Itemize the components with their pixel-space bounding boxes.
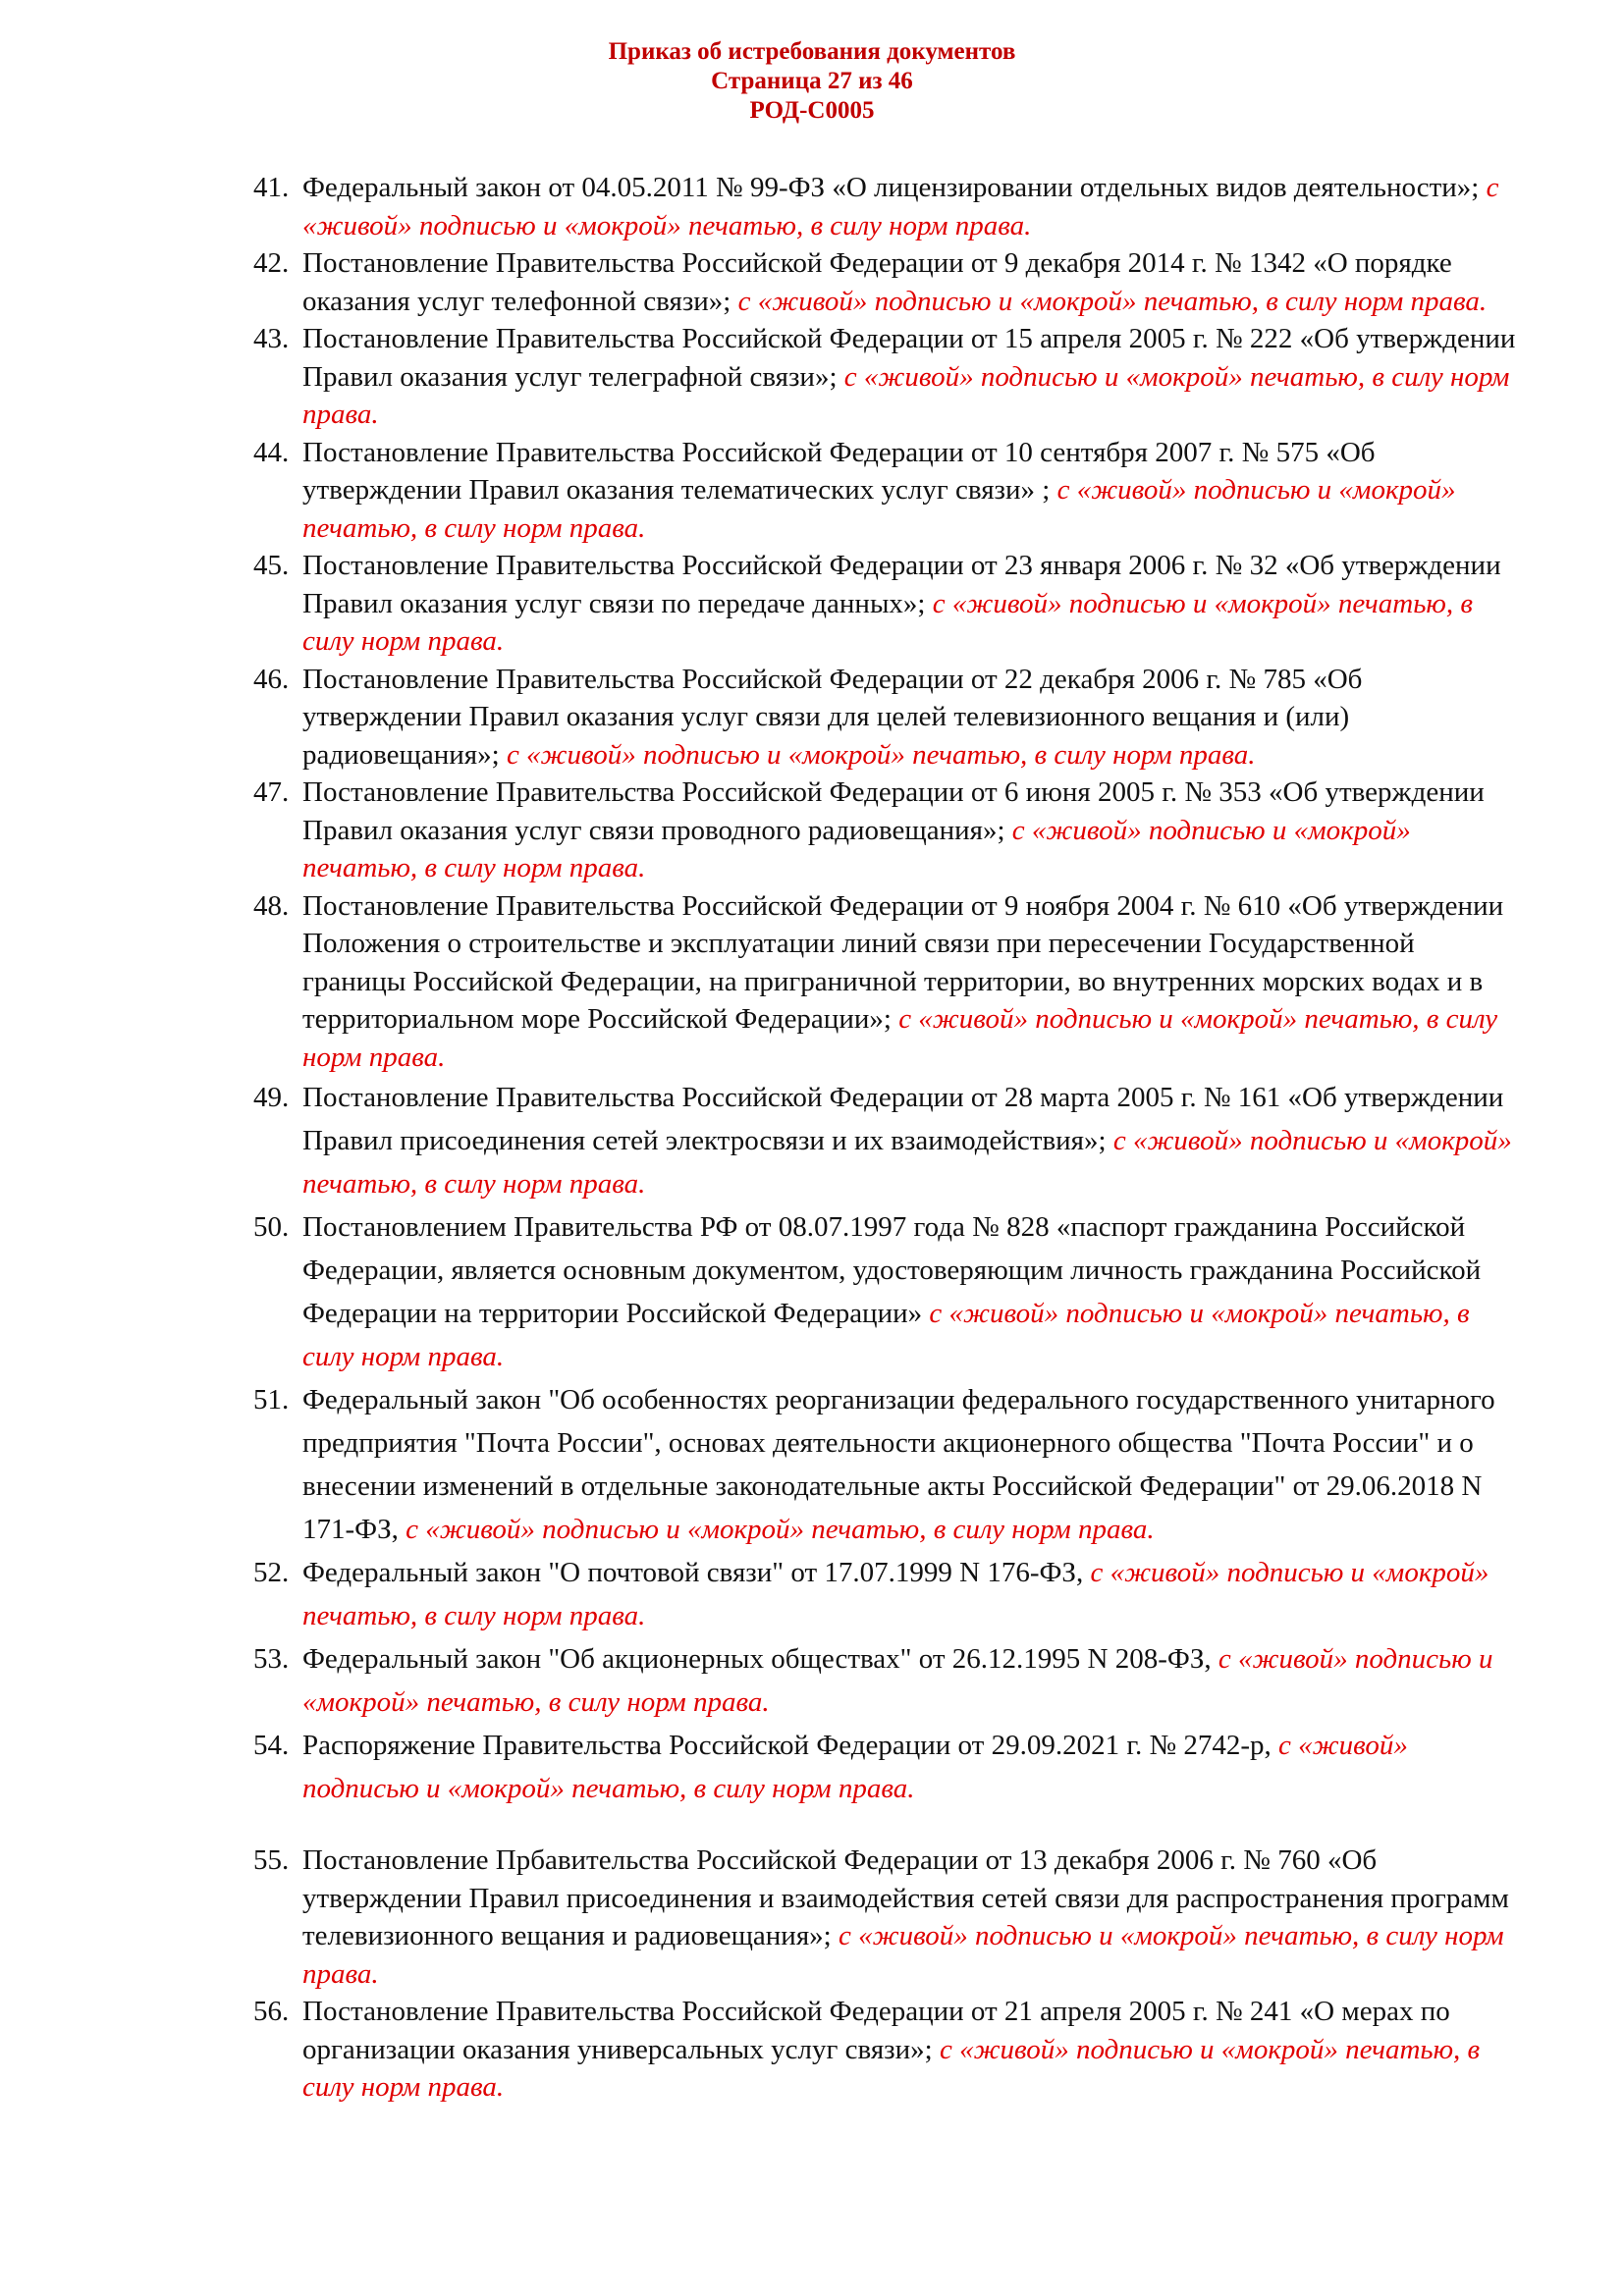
list-item [253,547,1520,661]
list-item [253,1993,1520,2107]
item-number: 44. [253,436,290,468]
item-note: с «живой» подписью и «мокрой» печатью, в силу норм права. [302,1125,1512,1200]
list-item [253,1637,1520,1724]
legal-acts-list [253,169,1520,2107]
document-code: РОД-С0005 [749,97,875,124]
item-text: Постановление Правительства Российской Федерации от 9 декабря 2014 г. № 1342 «О порядке оказания услуг телефонной связи»; [302,247,1452,317]
item-text: Постановление Правительства Российской Федерации от 15 апреля 2005 г. № 222 «Об утверждении Правил оказания услуг телеграфной связи»; [302,323,1516,393]
item-text: Федеральный закон "О почтовой связи" от 17.07.1999 N 176-ФЗ, [302,1557,1091,1588]
item-note: с «живой» подписью и «мокрой» печатью, в силу норм права. [302,360,1510,430]
item-note: с «живой» подписью и «мокрой» печатью, в силу норм права. [302,1920,1504,1990]
item-text: Постановление Правительства Российской Федерации от 28 марта 2005 г. № 161 «Об утверждении Правил присоединения сетей электросвязи и их взаимодействия»; [302,1082,1504,1156]
item-text: Федеральный закон "Об акционерных обществах" от 26.12.1995 N 208-ФЗ, [302,1643,1218,1675]
item-number: 51. [253,1384,290,1415]
item-note: с «живой» подписью и «мокрой» печатью, в силу норм права. [302,1730,1408,1804]
list-item [253,169,1520,244]
page-number: Страница 27 из 46 [711,68,913,94]
item-note: с «живой» подписью и «мокрой» печатью, в силу норм права. [506,738,1256,771]
item-text: Постановлением Правительства РФ от 08.07.1997 года № 828 «паспорт гражданина Российской Федерации, является основным документом, удостоверяющим личность гражданина Российской Федерации на территории Российской Федерации» [302,1211,1482,1329]
list-item [253,434,1520,548]
document-title: Приказ об истребования документов [608,38,1016,65]
list-item [253,1842,1520,1993]
list-item [253,320,1520,434]
item-number: 52. [253,1557,290,1588]
item-note: с «живой» подписью и «мокрой» печатью, в силу норм права. [302,1557,1489,1631]
item-number: 53. [253,1643,290,1675]
list-item [253,774,1520,887]
item-text: Постановление Правительства Российской Федерации от 6 июня 2005 г. № 353 «Об утверждении Правил оказания услуг связи проводного радиовещания»; [302,776,1485,846]
item-text: Постановление Правительства Российской Федерации от 9 ноября 2004 г. № 610 «Об утверждении Положения о строительстве и эксплуатации линий связи при пересечении Государственной границы Российской Федерации, на приграничной территории, во внутренних морских водах и в территориальном море Российской Федерации»; [302,889,1504,1035]
item-note: с «живой» подписью и «мокрой» печатью, в силу норм права. [302,474,1456,544]
list-item [253,1076,1520,1205]
list-item [253,1551,1520,1637]
item-note: с «живой» подписью и «мокрой» печатью, в силу норм права. [302,1643,1493,1718]
item-number: 55. [253,1844,290,1876]
list-item [253,244,1520,320]
item-note: с «живой» подписью и «мокрой» печатью, в силу норм права. [302,2033,1481,2103]
item-note: с «живой» подписью и «мокрой» печатью, в силу норм права. [302,172,1499,241]
item-number: 49. [253,1082,290,1113]
page-header [0,37,1624,126]
list-item [253,1205,1520,1378]
item-number: 41. [253,172,290,203]
item-number: 54. [253,1730,290,1761]
list-item [253,1378,1520,1551]
item-number: 56. [253,1996,290,2027]
list-item [253,661,1520,774]
item-text: Постановление Правительства Российской Федерации от 22 декабря 2006 г. № 785 «Об утверждении Правил оказания услуг связи для целей телевизионного вещания и (или) радиовещания»; [302,663,1363,771]
item-note: с «живой» подписью и «мокрой» печатью, в силу норм права. [737,285,1488,317]
item-number: 46. [253,663,290,695]
item-text: Постановление Правительства Российской Федерации от 21 апреля 2005 г. № 241 «О мерах по организации оказания универсальных услуг связи»; [302,1996,1450,2065]
item-text: Федеральный закон "Об особенностях реорганизации федерального государственного унитарного предприятия "Почта России", основах деятельности акционерного общества "Почта России" и о внесении изменений в отдельные законодательные акты Российской Федерации" от 29.06.2018 N 171-ФЗ, [302,1384,1495,1545]
item-note: с «живой» подписью и «мокрой» печатью, в силу норм права. [302,1298,1470,1372]
item-number: 45. [253,550,290,581]
item-number: 48. [253,889,290,922]
item-note: с «живой» подписью и «мокрой» печатью, в силу норм права. [302,814,1411,883]
item-number: 43. [253,323,290,354]
item-text: Постановление Прбавительства Российской Федерации от 13 декабря 2006 г. № 760 «Об утверждении Правил присоединения и взаимодействия сетей связи для распространения программ телевизионного вещания и радиовещания»; [302,1844,1509,1951]
item-number: 42. [253,247,290,279]
item-number: 50. [253,1211,290,1243]
item-text: Федеральный закон от 04.05.2011 № 99-ФЗ «О лицензировании отдельных видов деятельности»; [302,172,1487,203]
item-note: с «живой» подписью и «мокрой» печатью, в силу норм права. [406,1514,1155,1545]
item-text: Постановление Правительства Российской Федерации от 23 января 2006 г. № 32 «Об утверждении Правил оказания услуг связи по передаче данных»; [302,550,1501,619]
item-text: Постановление Правительства Российской Федерации от 10 сентября 2007 г. № 575 «Об утверждении Правил оказания телематических услуг связи» ; [302,436,1376,506]
item-note: с «живой» подписью и «мокрой» печатью, в силу норм права. [302,587,1473,657]
list-item [253,1724,1520,1810]
item-number: 47. [253,776,290,808]
item-text: Распоряжение Правительства Российской Федерации от 29.09.2021 г. № 2742-р, [302,1730,1279,1761]
item-note: с «живой» подписью и «мокрой» печатью, в силу норм права. [302,1003,1498,1073]
list-item [253,887,1520,1077]
